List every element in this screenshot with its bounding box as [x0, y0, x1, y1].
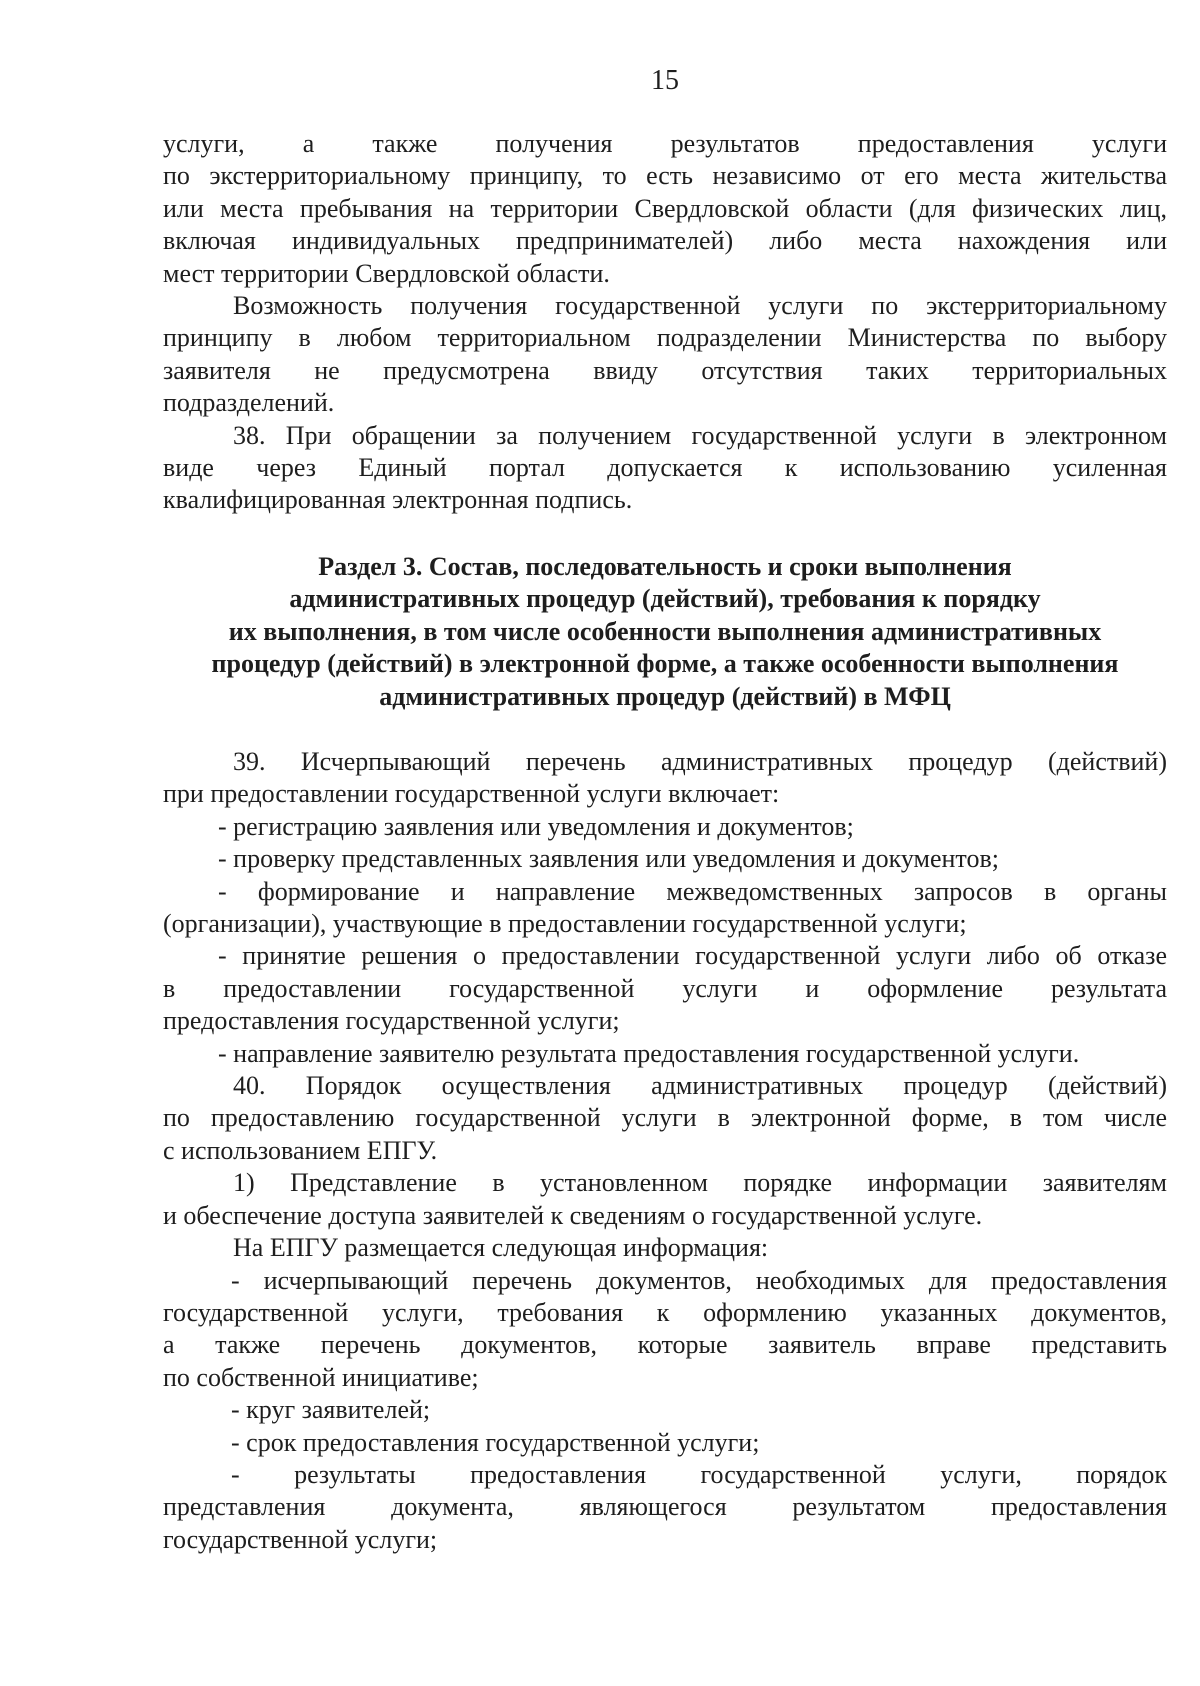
- list-item: [163, 1459, 1167, 1556]
- text-line: 38. При обращении за получением государственной услуги в электронном: [233, 420, 1167, 450]
- text-line: а также перечень документов, которые заявитель вправе представить: [163, 1330, 1167, 1360]
- text-line: - формирование и направление межведомственных запросов в органы: [218, 876, 1167, 906]
- paragraph: [163, 1232, 1167, 1264]
- text-line: 40. Порядок осуществления административных процедур (действий): [233, 1071, 1167, 1101]
- text-line: с использованием ЕПГУ.: [163, 1135, 438, 1165]
- text-line: - результаты предоставления государственной услуги, порядок: [231, 1459, 1167, 1489]
- text-line: - срок предоставления государственной услуги;: [231, 1427, 760, 1457]
- section-title-line: их выполнения, в том числе особенности выполнения административных: [228, 616, 1102, 646]
- text-line: На ЕПГУ размещается следующая информация:: [233, 1233, 769, 1263]
- section-title: [150, 551, 1180, 713]
- text-line: подразделений.: [163, 388, 335, 418]
- text-line: представления документа, являющегося результатом предоставления: [163, 1492, 1167, 1522]
- text-line: - регистрацию заявления или уведомления и документов;: [218, 811, 854, 841]
- paragraph: [163, 128, 1167, 290]
- text-line: Возможность получения государственной услуги по экстерриториальному: [233, 291, 1167, 321]
- list-item: [163, 1427, 1167, 1459]
- text-line: 1) Представление в установленном порядке информации заявителям: [233, 1168, 1167, 1198]
- paragraph: [163, 420, 1167, 517]
- text-line: предоставления государственной услуги;: [163, 1006, 620, 1036]
- text-line: заявителя не предусмотрена ввиду отсутствия таких территориальных: [163, 355, 1167, 385]
- list-item: [163, 940, 1167, 1037]
- text-line: - принятие решения о предоставлении государственной услуги либо об отказе: [218, 941, 1167, 971]
- page-number: 15: [651, 65, 679, 96]
- text-line: включая индивидуальных предпринимателей) либо места нахождения или: [163, 226, 1167, 256]
- text-line: - проверку представленных заявления или уведомления и документов;: [218, 844, 999, 874]
- text-line: - исчерпывающий перечень документов, необходимых для предоставления: [231, 1265, 1167, 1295]
- text-line: при предоставлении государственной услуги включает:: [163, 779, 780, 809]
- body-text-bottom: [163, 746, 1167, 1556]
- text-line: 39. Исчерпывающий перечень административных процедур (действий): [233, 747, 1167, 776]
- text-line: мест территории Свердловской области.: [163, 258, 610, 288]
- text-line: государственной услуги;: [163, 1524, 438, 1554]
- text-line: услуги, а также получения результатов предоставления услуги: [163, 129, 1167, 158]
- list-item: [163, 1265, 1167, 1395]
- text-line: государственной услуги, требования к оформлению указанных документов,: [163, 1297, 1167, 1327]
- text-line: и обеспечение доступа заявителей к сведениям о государственной услуге.: [163, 1200, 983, 1230]
- section-title-line: административных процедур (действий), требования к порядку: [289, 584, 1041, 614]
- list-item: [163, 876, 1167, 941]
- text-line: принципу в любом территориальном подразделении Министерства по выбору: [163, 323, 1167, 353]
- paragraph: [163, 1070, 1167, 1167]
- section-title-line: процедур (действий) в электронной форме, а также особенности выполнения: [211, 649, 1119, 679]
- list-item: [163, 843, 1167, 875]
- text-line: квалифицированная электронная подпись.: [163, 485, 633, 515]
- paragraph: [163, 746, 1167, 811]
- body-text-top: [163, 128, 1167, 517]
- list-item: [163, 811, 1167, 843]
- text-line: или места пребывания на территории Свердловской области (для физических лиц,: [163, 193, 1167, 223]
- list-item: [163, 1038, 1167, 1070]
- section-title-line: административных процедур (действий) в МФЦ: [379, 681, 951, 711]
- list-item: [163, 1394, 1167, 1426]
- text-line: (организации), участвующие в предоставлении государственной услуги;: [163, 909, 967, 939]
- paragraph: [163, 290, 1167, 420]
- text-line: - круг заявителей;: [231, 1395, 431, 1425]
- text-line: виде через Единый портал допускается к использованию усиленная: [163, 453, 1167, 483]
- text-line: по экстерриториальному принципу, то есть независимо от его места жительства: [163, 161, 1167, 191]
- section-title-line: Раздел 3. Состав, последовательность и сроки выполнения: [318, 552, 1012, 581]
- text-line: по собственной инициативе;: [163, 1362, 479, 1392]
- text-line: по предоставлению государственной услуги в электронной форме, в том числе: [163, 1103, 1167, 1133]
- text-line: - направление заявителю результата предоставления государственной услуги.: [218, 1038, 1080, 1068]
- text-line: в предоставлении государственной услуги и оформление результата: [163, 973, 1167, 1003]
- paragraph: [163, 1167, 1167, 1232]
